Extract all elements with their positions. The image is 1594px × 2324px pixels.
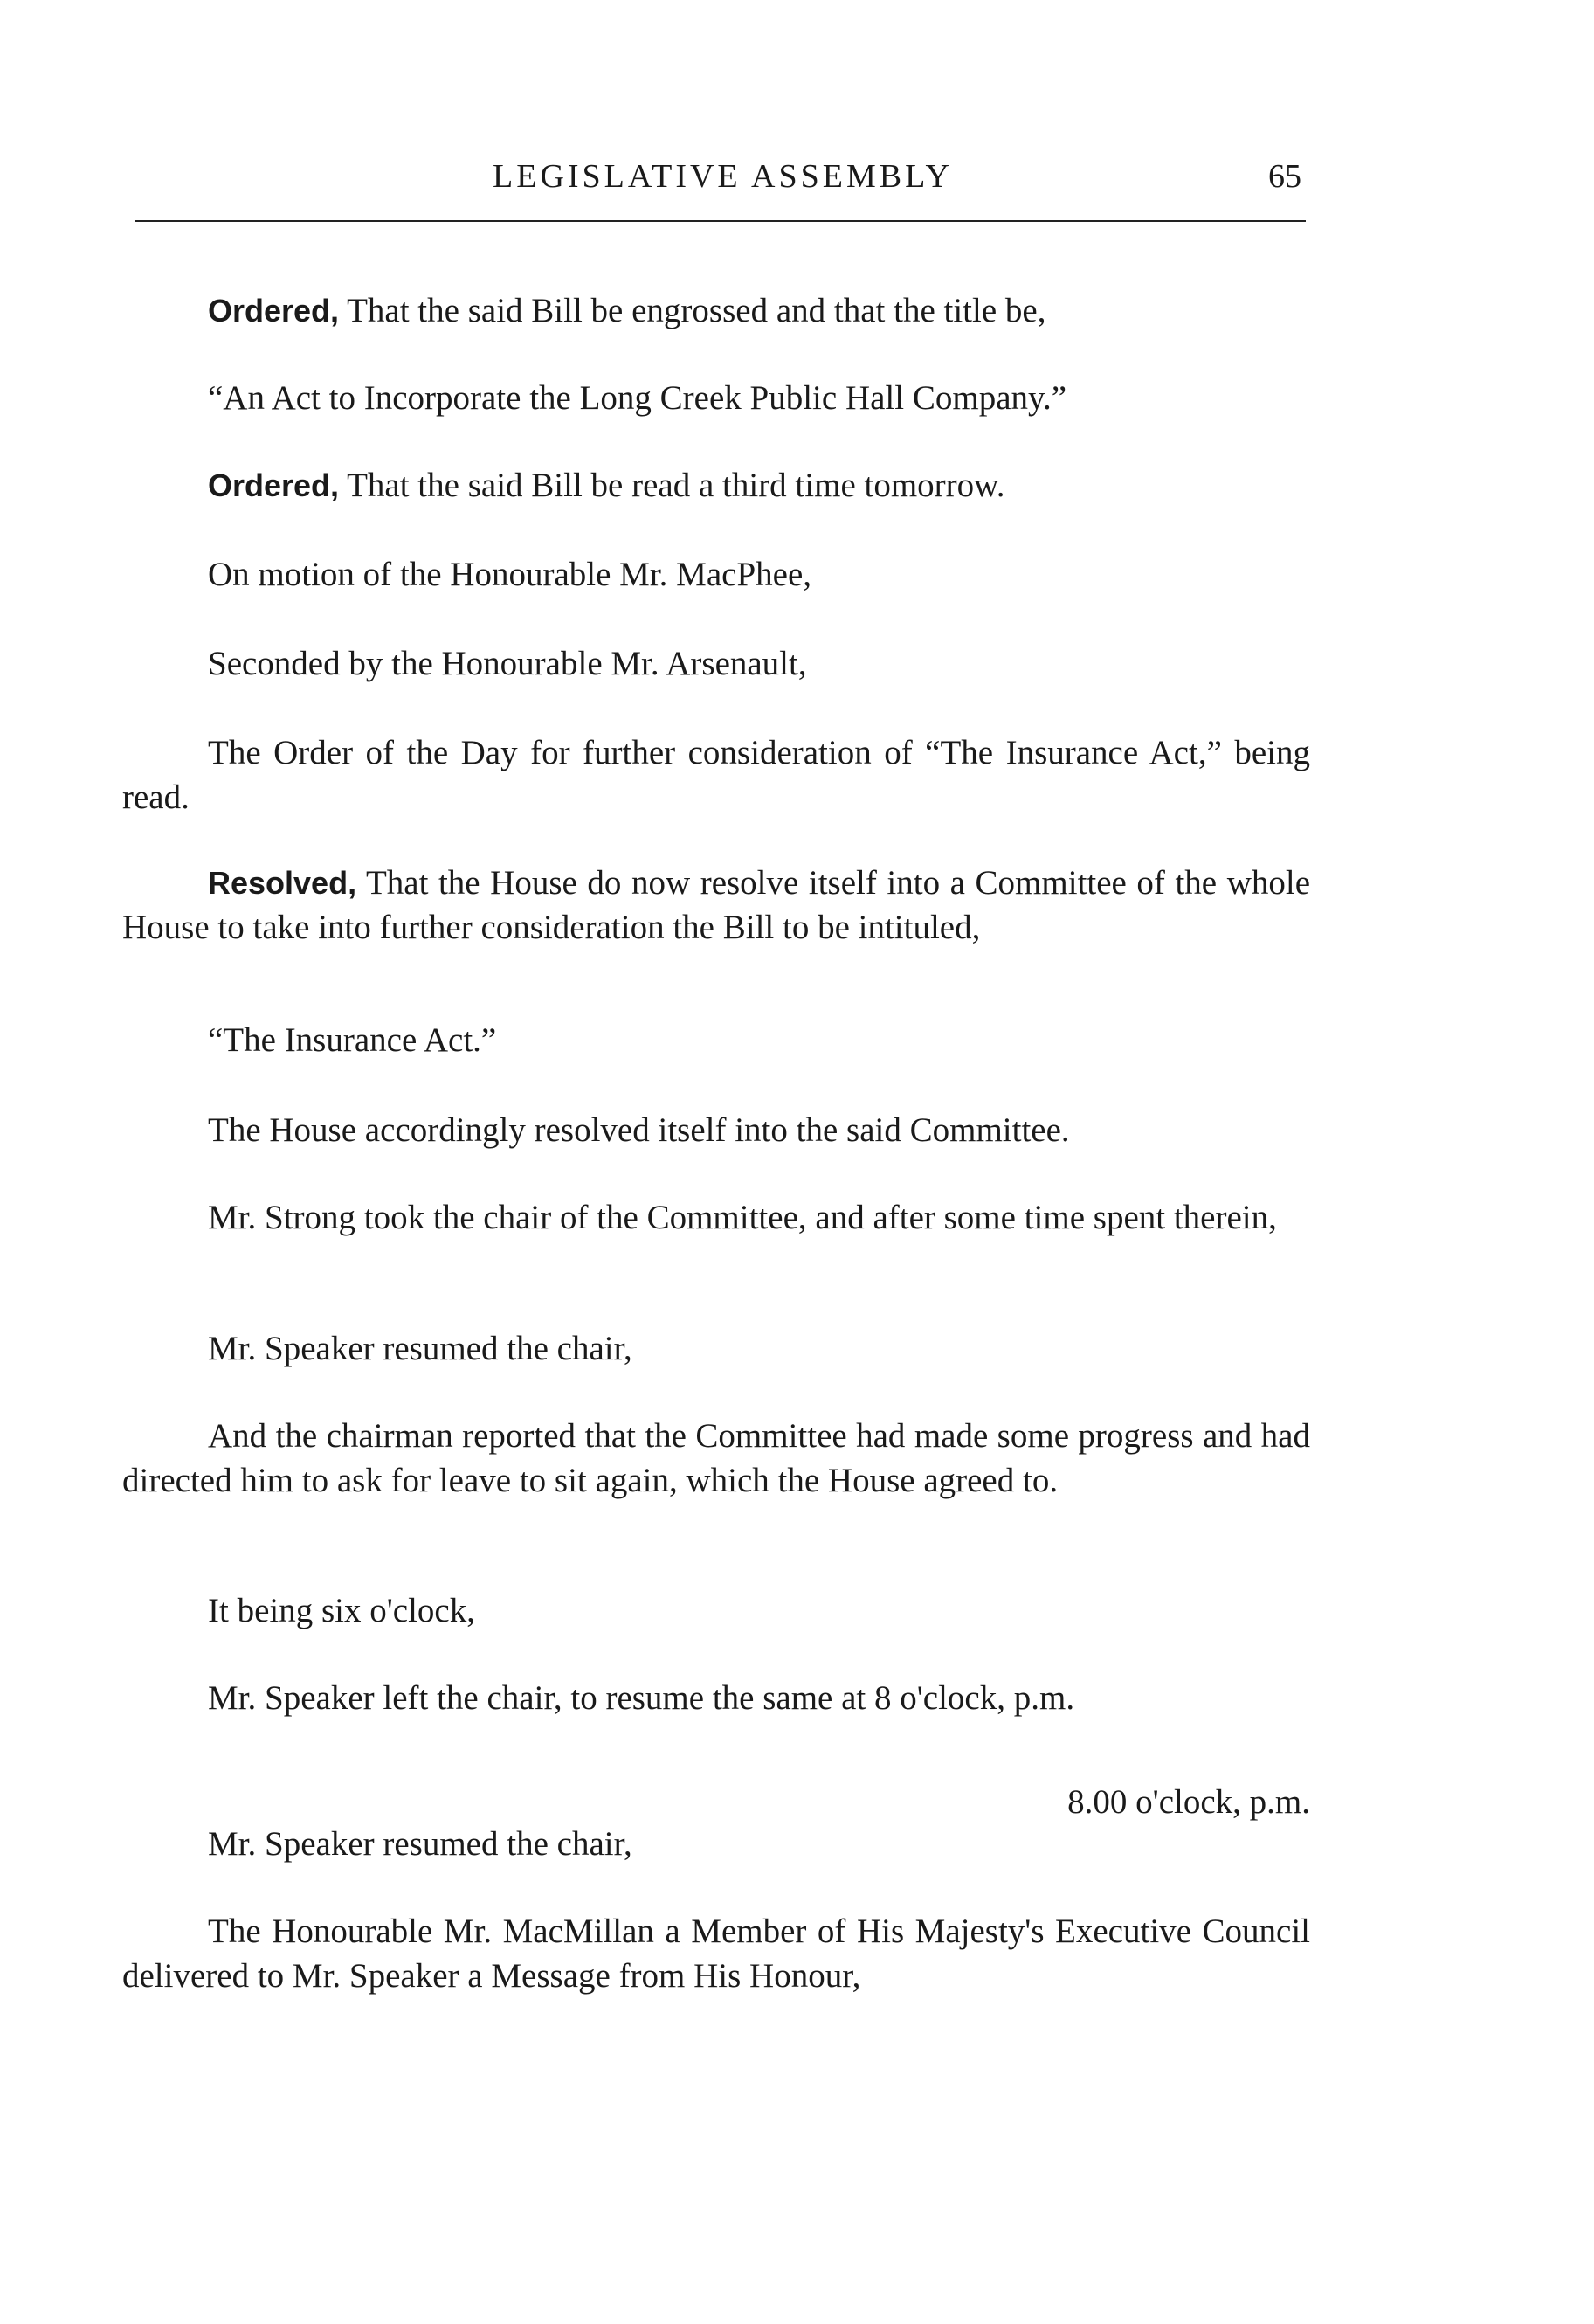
paragraph-order-of-day: [122, 730, 1310, 820]
paragraph-text: The Order of the Day for further consideration of “The Insurance Act,” being read.: [122, 734, 1310, 816]
paragraph-six-oclock: [208, 1588, 1310, 1633]
paragraph-seconded: [208, 641, 1310, 686]
paragraph-text: That the House do now resolve itself into a Committee of the whole House to take into further consideration the Bill to be intituled,: [122, 864, 1310, 946]
paragraph-house-resolved: [208, 1108, 1310, 1152]
paragraph-lead: Ordered,: [208, 293, 340, 329]
paragraph-text: Mr. Speaker resumed the chair,: [208, 1330, 632, 1367]
paragraph-motion: [208, 552, 1310, 597]
evening-time: 8.00 o'clock, p.m.: [1067, 1783, 1310, 1821]
paragraph-text: “An Act to Incorporate the Long Creek Public Hall Company.”: [208, 379, 1067, 417]
paragraph-text: That the said Bill be engrossed and that the title be,: [339, 292, 1046, 329]
paragraph-text: It being six o'clock,: [208, 1592, 475, 1629]
paragraph-lead: Resolved,: [208, 865, 357, 901]
paragraph-ordered-third-reading: [208, 463, 1310, 508]
paragraph-ordered-engrossed: [208, 288, 1310, 333]
paragraph-macmillan-message: [122, 1909, 1310, 1998]
paragraph-speaker-resumed-2: [208, 1822, 1310, 1866]
paragraph-resolved: [122, 861, 1310, 950]
paragraph-text: Seconded by the Honourable Mr. Arsenault,: [208, 645, 807, 682]
paragraph-bill-title: [208, 376, 1310, 420]
paragraph-text: “The Insurance Act.”: [208, 1021, 497, 1059]
running-head: LEGISLATIVE ASSEMBLY: [493, 158, 953, 195]
paragraph-speaker-left: [208, 1676, 1310, 1720]
paragraph-chairman-reported: [122, 1414, 1310, 1503]
paragraph-text: And the chairman reported that the Committee had made some progress and had directed him to ask for leave to sit again, which the House agreed to.: [122, 1417, 1310, 1499]
paragraph-text: The Honourable Mr. MacMillan a Member of His Majesty's Executive Council delivered to Mr. Speaker a Message from His Honour,: [122, 1912, 1310, 1995]
paragraph-speaker-resumed-1: [208, 1326, 1310, 1371]
paragraph-text: That the said Bill be read a third time tomorrow.: [339, 467, 1005, 504]
page-header: [135, 157, 1310, 210]
page-number: 65: [1268, 158, 1301, 195]
header-rule: [135, 220, 1306, 222]
paragraph-text: Mr. Speaker resumed the chair,: [208, 1825, 632, 1863]
paragraph-text: Mr. Strong took the chair of the Committee, and after some time spent therein,: [208, 1199, 1277, 1236]
paragraph-lead: Ordered,: [208, 467, 340, 503]
paragraph-text: The House accordingly resolved itself into the said Committee.: [208, 1111, 1070, 1149]
paragraph-text: On motion of the Honourable Mr. MacPhee,: [208, 556, 812, 593]
paragraph-text: Mr. Speaker left the chair, to resume the same at 8 o'clock, p.m.: [208, 1679, 1075, 1717]
paragraph-insurance-act: [208, 1018, 1310, 1062]
paragraph-strong-chair: [122, 1195, 1310, 1240]
